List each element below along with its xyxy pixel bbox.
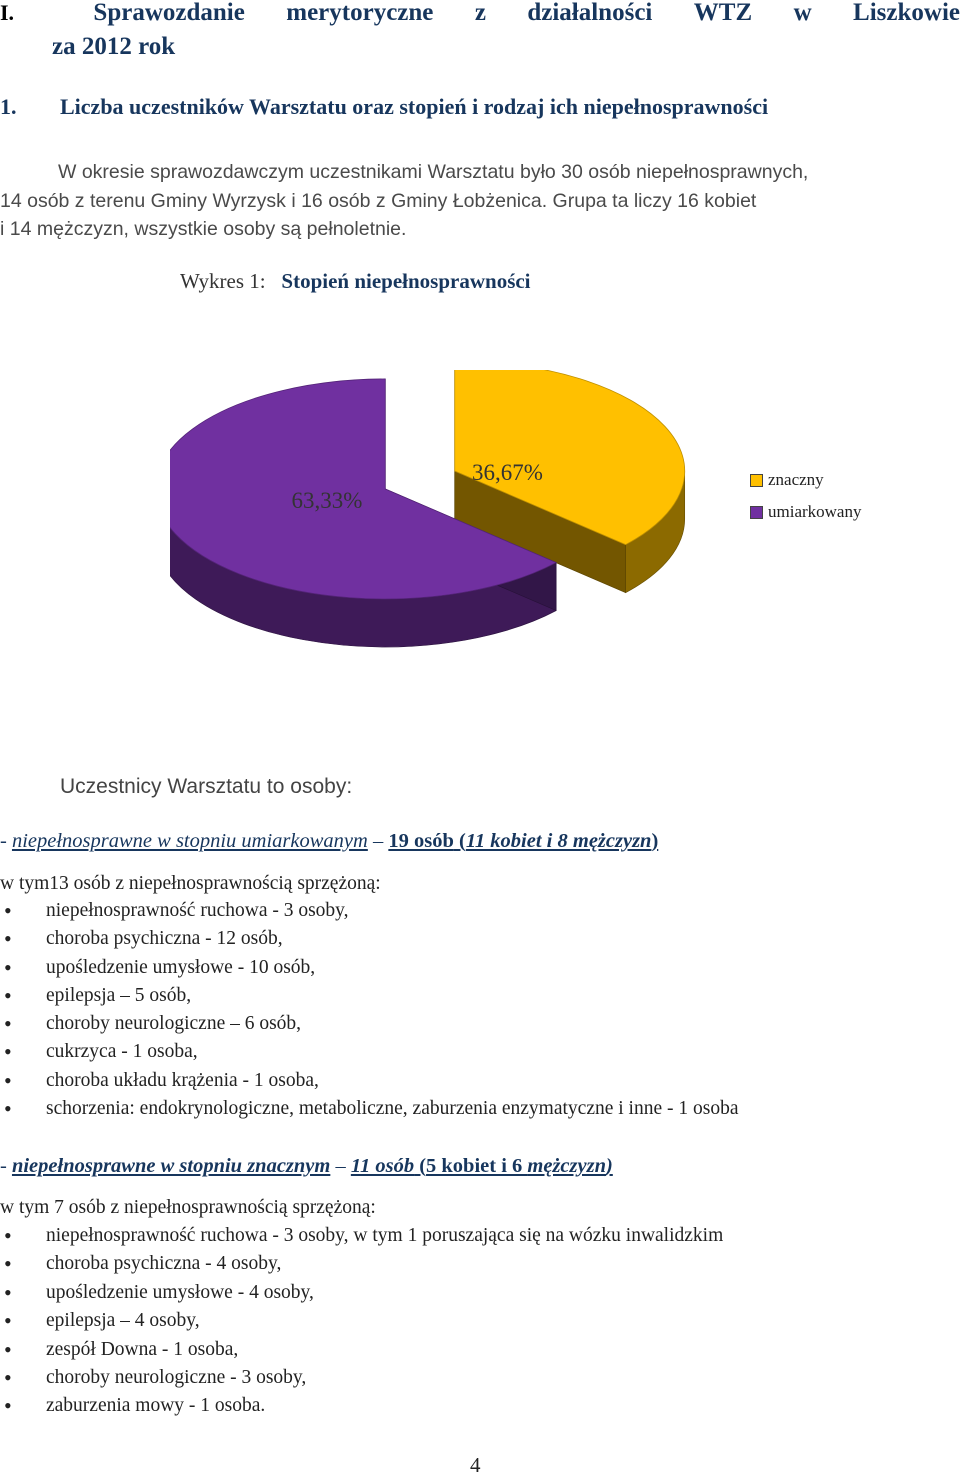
list-item: • epilepsja – 5 osób, bbox=[0, 982, 739, 1010]
legend-label: umiarkowany bbox=[768, 502, 862, 521]
group2-label: niepełnosprawne w stopniu znacznym bbox=[11, 1155, 331, 1177]
group2-detail-a: 5 kobiet i 6 bbox=[426, 1155, 528, 1177]
document-heading bbox=[0, 0, 960, 64]
subheading-number: 1. bbox=[0, 94, 17, 119]
heading-line-1 bbox=[0, 0, 960, 30]
chart-title-text: Stopień niepełnosprawności bbox=[281, 269, 531, 293]
heading-word: w bbox=[793, 0, 812, 26]
chart-title bbox=[180, 266, 531, 296]
chart-legend bbox=[750, 464, 861, 528]
heading-word: z bbox=[474, 0, 486, 26]
pie-data-label: 36,67% bbox=[472, 460, 543, 486]
group2-count: 11 osób bbox=[350, 1155, 415, 1177]
heading-word: Sprawozdanie bbox=[93, 0, 245, 26]
list-item: • upośledzenie umysłowe - 4 osoby, bbox=[0, 1279, 723, 1307]
group2-dash: - bbox=[0, 1155, 12, 1177]
group1-detail-close: ) bbox=[651, 830, 659, 852]
group1-sub: w tym13 osób z niepełnosprawnością sprzężoną: bbox=[0, 873, 381, 894]
group2-heading bbox=[0, 1151, 613, 1181]
group1-sep: – bbox=[367, 830, 389, 852]
group2-sub: w tym 7 osób z niepełnosprawnością sprzężoną: bbox=[0, 1197, 376, 1218]
section-subheading bbox=[0, 92, 768, 122]
heading-line-2: za 2012 rok bbox=[52, 33, 176, 60]
heading-word: merytoryczne bbox=[286, 0, 434, 26]
intro-paragraph bbox=[0, 158, 960, 244]
group1-detail-open: ( bbox=[453, 830, 466, 852]
heading-word: Liszkowie bbox=[853, 0, 960, 26]
list-item: • epilepsja – 4 osoby, bbox=[0, 1307, 723, 1335]
group1-detail: 11 kobiet i 8 mężczyzn bbox=[465, 830, 652, 852]
heading-number: I. bbox=[0, 0, 15, 25]
pie-data-label: 63,33% bbox=[291, 487, 363, 513]
group2-detail-b: mężczyzn bbox=[527, 1155, 606, 1177]
list-item: • niepełnosprawność ruchowa - 3 osoby, w tym 1 poruszająca się na wózku inwalidzkim bbox=[0, 1222, 723, 1250]
pie-chart bbox=[170, 370, 700, 660]
group2-detail-open: ( bbox=[414, 1155, 427, 1177]
legend-item-znaczny bbox=[750, 464, 861, 496]
list-item: • niepełnosprawność ruchowa - 3 osoby, bbox=[0, 897, 739, 925]
legend-label: znaczny bbox=[768, 470, 824, 489]
list-item: • choroby neurologiczne - 3 osoby, bbox=[0, 1364, 723, 1392]
heading-word: WTZ bbox=[693, 0, 753, 26]
group1-heading bbox=[0, 826, 658, 856]
legend-swatch bbox=[750, 506, 763, 519]
list-item: • zespół Downa - 1 osoba, bbox=[0, 1336, 723, 1364]
page-number: 4 bbox=[470, 1453, 481, 1477]
list-item: • cukrzyca - 1 osoba, bbox=[0, 1038, 739, 1066]
group1-list bbox=[0, 897, 739, 1123]
subheading-text: Liczba uczestników Warsztatu oraz stopień i rodzaj ich niepełnosprawności bbox=[60, 94, 769, 119]
intro-line-3: i 14 mężczyzn, wszystkie osoby są pełnoletnie. bbox=[0, 218, 407, 240]
list-item: • schorzenia: endokrynologiczne, metaboliczne, zaburzenia enzymatyczne i inne - 1 osoba bbox=[0, 1095, 739, 1123]
chart-title-prefix: Wykres 1: bbox=[180, 269, 266, 293]
list-item: • choroba układu krążenia - 1 osoba, bbox=[0, 1067, 739, 1095]
intro-line-2: 14 osób z terenu Gminy Wyrzysk i 16 osób z Gminy Łobżenica. Grupa ta liczy 16 kobiet bbox=[0, 189, 757, 212]
group2-sep: – bbox=[330, 1155, 351, 1177]
group1-dash: - bbox=[0, 830, 12, 852]
legend-swatch bbox=[750, 474, 763, 487]
list-item: • zaburzenia mowy - 1 osoba. bbox=[0, 1392, 723, 1420]
group2-list bbox=[0, 1222, 723, 1421]
intro-line-1: W okresie sprawozdawczym uczestnikami Warsztatu było 30 osób niepełnosprawnych, bbox=[58, 161, 809, 183]
list-item: • upośledzenie umysłowe - 10 osób, bbox=[0, 954, 739, 982]
group1-label: niepełnosprawne w stopniu umiarkowanym bbox=[11, 830, 368, 852]
heading-word: działalności bbox=[527, 0, 653, 26]
participants-intro: Uczestnicy Warsztatu to osoby: bbox=[60, 775, 353, 798]
group2-detail-close: ) bbox=[605, 1155, 613, 1177]
list-item: • choroby neurologiczne – 6 osób, bbox=[0, 1010, 739, 1038]
list-item: • choroba psychiczna - 4 osoby, bbox=[0, 1250, 723, 1278]
list-item: • choroba psychiczna - 12 osób, bbox=[0, 925, 739, 953]
legend-item-umiarkowany bbox=[750, 496, 861, 528]
group1-count: 19 osób bbox=[388, 830, 454, 852]
